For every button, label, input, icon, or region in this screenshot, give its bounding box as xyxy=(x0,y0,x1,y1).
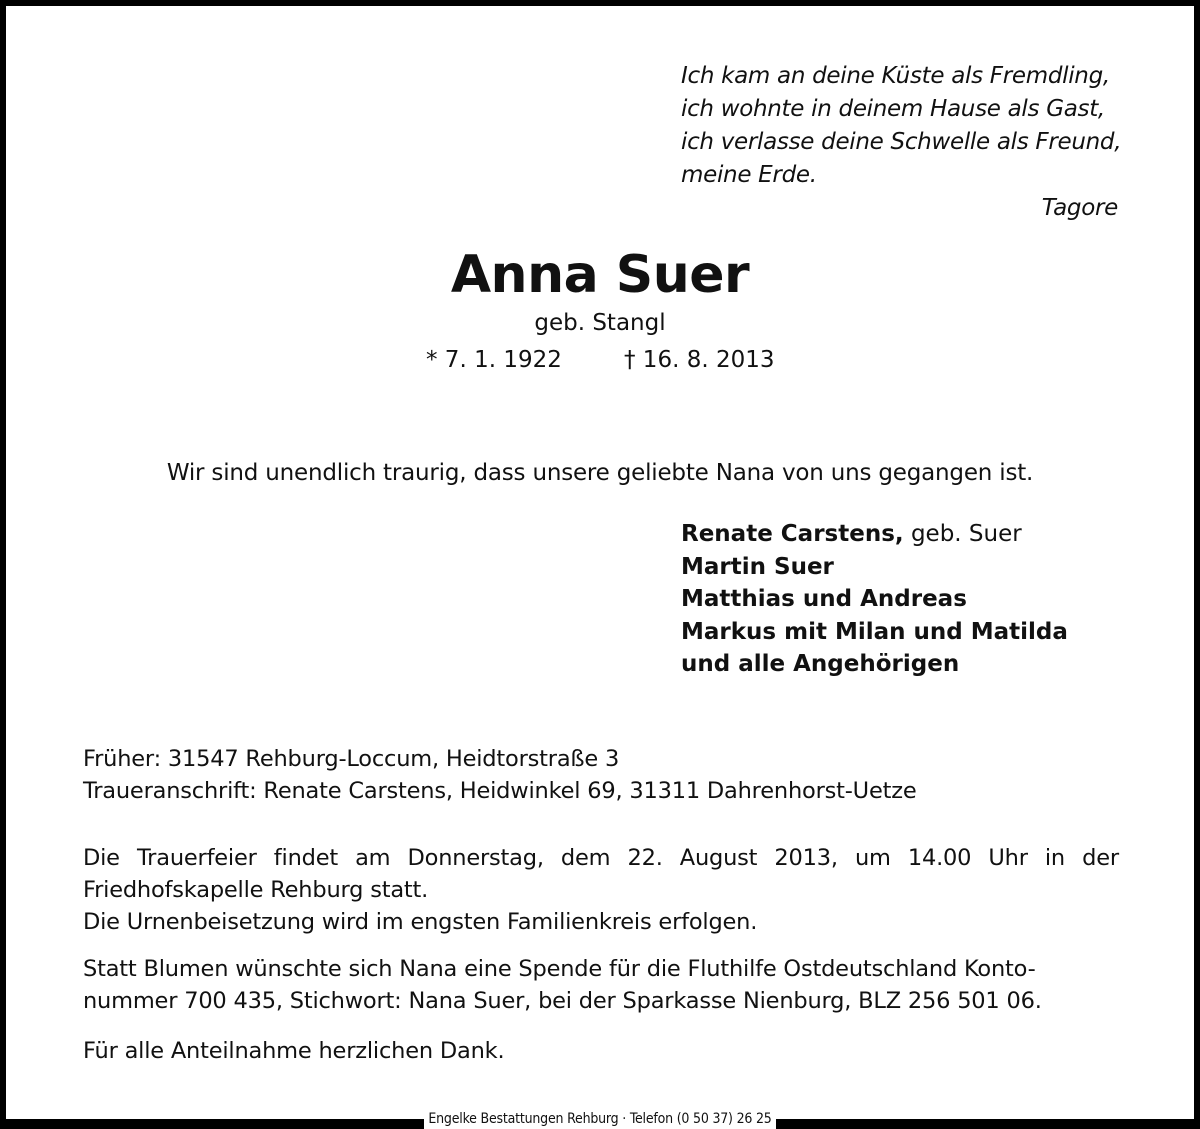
former-address: Früher: 31547 Rehburg-Loccum, Heidtorstraße 3 xyxy=(83,746,620,772)
ceremony-word: dem xyxy=(560,845,611,871)
mourner-maiden-note: geb. Suer xyxy=(903,521,1022,547)
donation-line: Statt Blumen wünschte sich Nana eine Spende für die Fluthilfe Ostdeutschland Konto- xyxy=(83,956,1036,982)
footer-text: Engelke Bestattungen Rehburg · Telefon (0 50 37) 26 25 xyxy=(424,1110,775,1129)
burial-line: Die Urnenbeisetzung wird im engsten Familienkreis erfolgen. xyxy=(83,909,758,935)
mourner-name: Markus mit Milan und Matilda xyxy=(681,618,1068,645)
ceremony-word: 22. xyxy=(627,845,663,871)
mourner-entry xyxy=(681,616,1068,649)
mourner-entry xyxy=(681,648,1068,681)
ceremony-line xyxy=(83,842,1119,874)
mourner-name: und alle Angehörigen xyxy=(681,651,960,677)
ceremony-word: Uhr xyxy=(988,845,1028,871)
maiden-name: geb. Stangl xyxy=(534,310,666,336)
mourner-entry xyxy=(681,551,1068,584)
quote-line: meine Erde. xyxy=(681,162,817,188)
poem-quote xyxy=(681,60,1121,225)
quote-line: ich verlasse deine Schwelle als Freund, xyxy=(681,129,1122,155)
quote-author: Tagore xyxy=(1041,195,1118,221)
donation-line: nummer 700 435, Stichwort: Nana Suer, bei der Sparkasse Nienburg, BLZ 256 501 06. xyxy=(83,988,1042,1014)
ceremony-word: Trauerfeier xyxy=(136,845,257,871)
funeral-home-footer xyxy=(0,1110,1200,1129)
quote-line: ich wohnte in deinem Hause als Gast, xyxy=(681,96,1105,122)
thanks-line: Für alle Anteilnahme herzlichen Dank. xyxy=(83,1038,505,1064)
ceremony-notice xyxy=(83,842,1119,938)
ceremony-word: der xyxy=(1082,845,1119,871)
address-block xyxy=(83,743,1119,807)
mourners-list xyxy=(681,518,1068,681)
mourner-name: Renate Carstens, xyxy=(681,521,904,547)
ceremony-word: am xyxy=(355,845,391,871)
birth-date: * 7. 1. 1922 xyxy=(426,347,562,373)
ceremony-word: in xyxy=(1044,845,1065,871)
ceremony-word: August xyxy=(679,845,758,871)
ceremony-word: findet xyxy=(273,845,338,871)
donation-notice xyxy=(83,953,1119,1017)
mourner-entry xyxy=(681,583,1068,616)
quote-line: Ich kam an deine Küste als Fremdling, xyxy=(681,63,1110,89)
ceremony-word: 2013, xyxy=(774,845,838,871)
deceased-name: Anna Suer xyxy=(450,245,750,305)
ceremony-line: Friedhofskapelle Rehburg statt. xyxy=(83,877,429,903)
mourner-entry xyxy=(681,518,1068,551)
mourner-name: Martin Suer xyxy=(681,553,834,580)
ceremony-word: Die xyxy=(83,845,120,871)
mourning-address: Traueranschrift: Renate Carstens, Heidwinkel 69, 31311 Dahrenhorst-Uetze xyxy=(83,778,917,804)
death-date: † 16. 8. 2013 xyxy=(624,347,775,373)
ceremony-word: Donnerstag, xyxy=(407,845,544,871)
ceremony-word: 14.00 xyxy=(907,845,972,871)
mourner-name: Matthias und Andreas xyxy=(681,586,967,612)
ceremony-word: um xyxy=(854,845,891,871)
sorrow-statement: Wir sind unendlich traurig, dass unsere geliebte Nana von uns gegangen ist. xyxy=(166,460,1034,486)
